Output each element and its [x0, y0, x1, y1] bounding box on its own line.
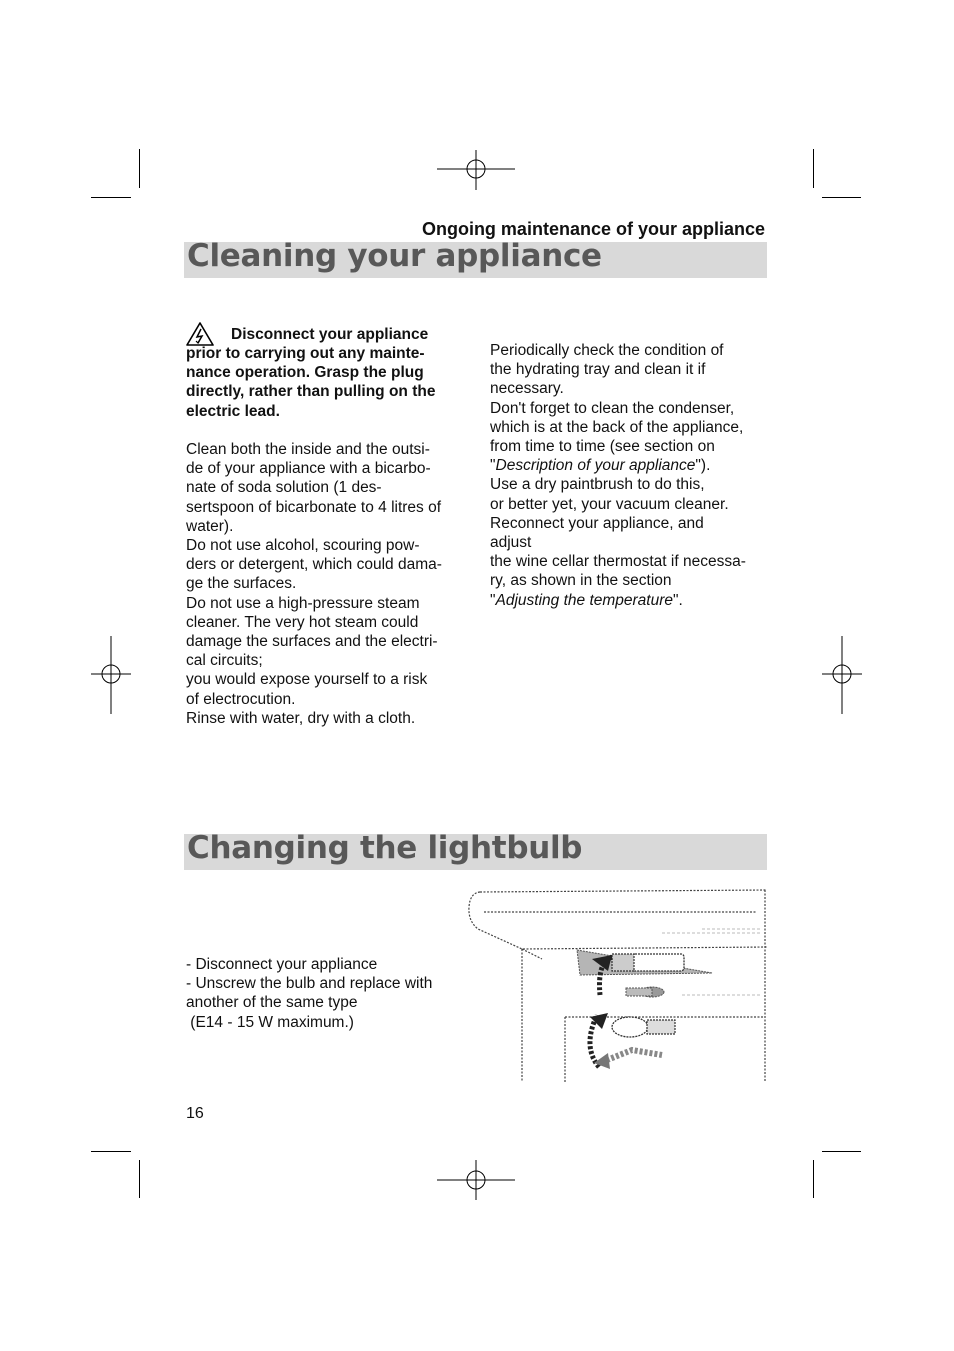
- warning-line: directly, rather than pulling on the: [186, 383, 436, 401]
- lightbulb-title-band: [184, 830, 767, 870]
- lightbulb-steps: [186, 955, 432, 1032]
- step-line: - Unscrew the bulb and replace with: [186, 975, 433, 993]
- registration-mark-right: [822, 636, 862, 714]
- body-line: ge the surfaces.: [186, 575, 297, 593]
- body-line: Do not use a high-pressure steam: [186, 594, 420, 612]
- lightbulb-title: Changing the lightbulb: [187, 830, 583, 866]
- body-line: Use a dry paintbrush to do this,: [490, 476, 705, 494]
- warning-line: prior to carrying out any mainte-: [186, 345, 425, 362]
- body-line: Don't forget to clean the condenser,: [490, 399, 735, 417]
- lightbulb-illustration: [462, 887, 767, 1082]
- body-line: the wine cellar thermostat if necessa-: [490, 553, 746, 571]
- body-line: ry, as shown in the section: [490, 572, 672, 590]
- electric-warning-icon: [186, 322, 214, 346]
- body-line: ders or detergent, which could dama-: [186, 556, 442, 574]
- body-line: you would expose yourself to a risk: [186, 671, 428, 689]
- body-line: cal circuits;: [186, 652, 263, 670]
- registration-mark-left: [91, 636, 131, 714]
- body-line: Periodically check the condition of: [490, 342, 724, 359]
- body-line: or better yet, your vacuum cleaner.: [490, 495, 729, 513]
- body-line: nate of soda solution (1 des-: [186, 479, 382, 497]
- body-line: cleaner. The very hot steam could: [186, 613, 419, 631]
- body-line: Reconnect your appliance, and: [490, 514, 704, 532]
- body-line: of electrocution.: [186, 690, 296, 708]
- section-reference: "Description of your appliance").: [490, 457, 711, 475]
- reference-description: Description of your appliance: [495, 457, 696, 475]
- page-number: 16: [186, 1105, 204, 1122]
- body-line: adjust: [490, 534, 532, 552]
- warning-line: Disconnect your appliance: [231, 325, 429, 343]
- body-line: Rinse with water, dry with a cloth.: [186, 709, 416, 727]
- body-line: Clean both the inside and the outsi-: [186, 441, 430, 458]
- cleaning-title-band: [184, 238, 767, 278]
- step-line: another of the same type: [186, 994, 358, 1012]
- body-line: the hydrating tray and clean it if: [490, 361, 706, 379]
- registration-mark-bottom: [437, 1160, 515, 1200]
- body-line: necessary.: [490, 380, 564, 398]
- body-line: Do not use alcohol, scouring pow-: [186, 537, 420, 555]
- warning-block: [186, 322, 442, 421]
- body-line: which is at the back of the appliance,: [490, 418, 744, 436]
- body-line: de of your appliance with a bicarbo-: [186, 460, 431, 478]
- cleaning-title: Cleaning your appliance: [187, 238, 602, 274]
- reference-temperature: Adjusting the temperature: [495, 591, 674, 609]
- body-line: damage the surfaces and the electri-: [186, 633, 438, 651]
- step-line: (E14 - 15 W maximum.): [186, 1013, 354, 1031]
- registration-mark-top: [437, 150, 515, 190]
- section-header: Ongoing maintenance of your appliance: [421, 219, 765, 239]
- warning-line: electric lead.: [186, 402, 280, 420]
- body-line: sertspoon of bicarbonate to 4 litres of: [186, 498, 442, 516]
- body-line: from time to time (see section on: [490, 438, 715, 456]
- cleaning-right-column: [490, 341, 746, 610]
- section-reference: "Adjusting the temperature".: [490, 591, 683, 609]
- warning-line: nance operation. Grasp the plug: [186, 364, 424, 382]
- cleaning-left-column: [186, 322, 442, 728]
- body-line: water).: [186, 517, 234, 535]
- step-line: - Disconnect your appliance: [186, 956, 378, 973]
